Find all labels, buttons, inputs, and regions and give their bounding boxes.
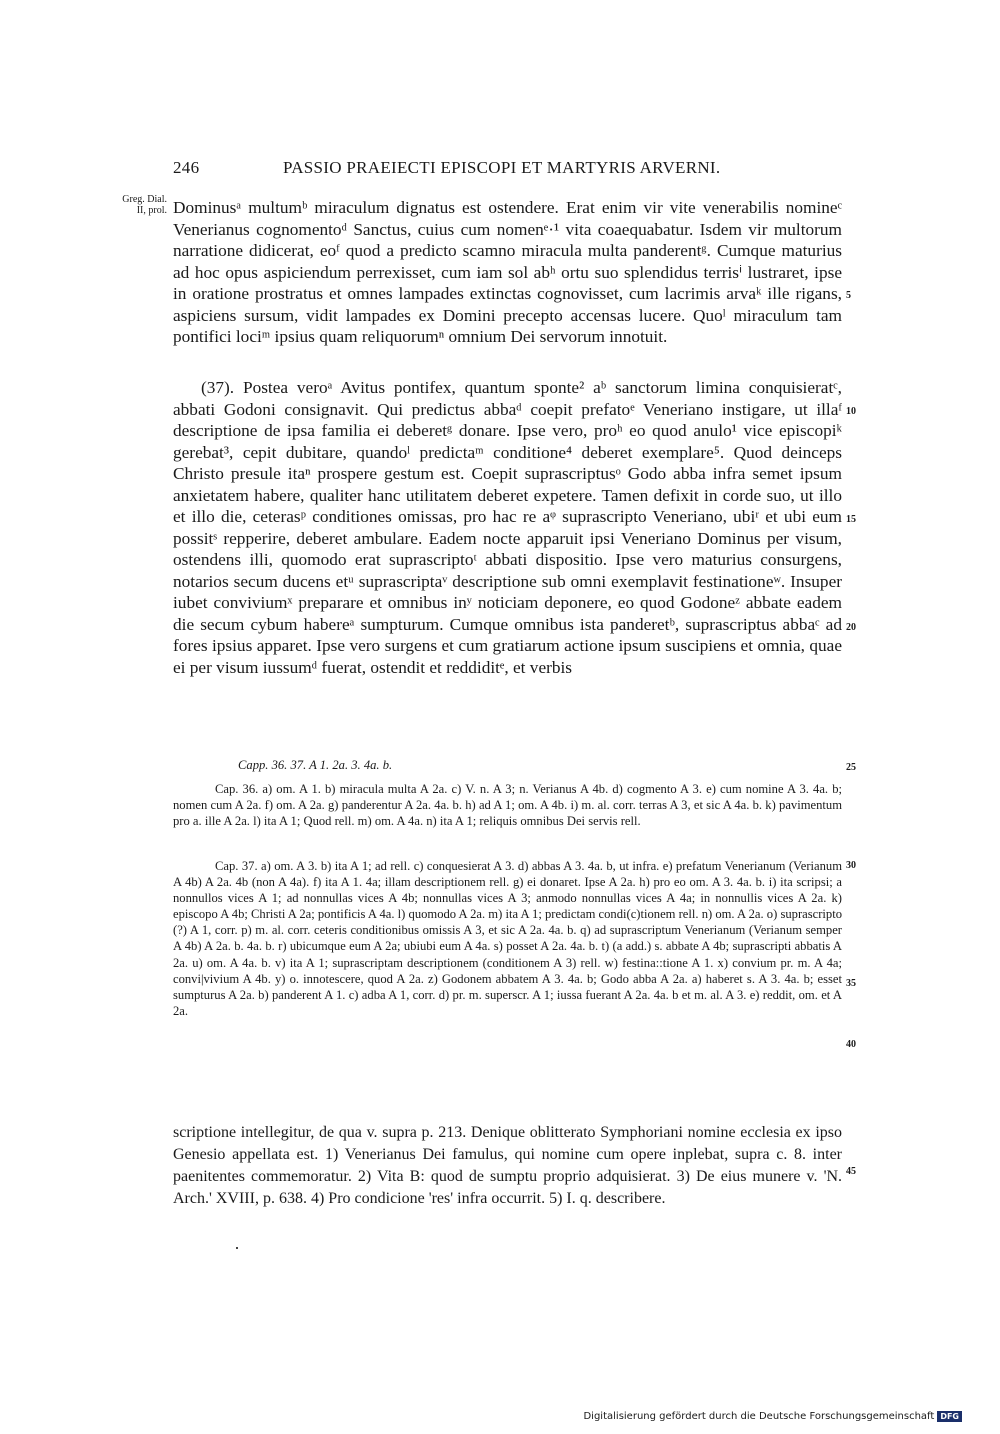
apparatus-cap-37 [173, 858, 842, 1019]
line-number: 15 [846, 514, 856, 525]
apparatus-text: Cap. 36. a) om. A 1. b) miracula multa A 2a. c) V. n. A 3; n. Verianus A 4b. d) cogmento A 3. e) cum nomine A 3. 4a. b; nomen cum A 2a. f) om. A 2a. g) panderentur A 2a. 4a. b. h) ad A 1; om. A 4b. i) m. al. corr. terras A 3, et sic A 4a. b. k) pavimentum pro a. ille A 2a. l) ita A 1; Quod rell. m) om. A 4a. n) ita A 1; reliquis omnibus Dei servis rell. [173, 782, 842, 829]
paragraph-text: (37). Postea veroᵃ Avitus pontifex, quantum sponte² aᵇ sanctorum limina conquisieratᶜ, abbati Godoni consignavit. Qui predictus abbaᵈ coepit prefatoᵉ Veneriano instigare, ut illaᶠ descriptione de ipsa familia ei deberetᵍ donare. Ipse vero, proʰ eo quod anulo¹ vice episcopiᵏ gerebat³, cepit dubitare, quandoˡ predictaᵐ conditione⁴ deberet exemplare⁵. Quod deinceps Christo presule itaⁿ prospere gestum est. Coepit suprascriptusᵒ Godo abba infra semet ipsum anxietatem habere, qualiter hanc utilitatem deberet expetere. Tamen defixit in corde suo, ut illo et illo die, ceterasᵖ conditiones omissas, pro hac re aᵠ suprascripto Veneriano, ubiʳ et ubi eum possitˢ repperire, deberet ambulare. Eadem nocte apparuit ipsi Veneriano Dominus per visum, ostendens illi, quomodo erat suprascriptoᵗ abbati dispositio. Ipse vero maturius consurgens, notarios secum ducens etᵘ suprascriptaᵛ descriptione sub omni exemplavit festinationeʷ. Insuper iubet conviviumˣ preparare et omnibus inʸ noticiam deponere, eo quod Godoneᶻ abbate eadem die secum cybum habereᵃ sumpturum. Cumque omnibus ista panderetᵇ, suprascriptus abbaᶜ ad fores ipsius apparet. Ipse vero surgens et cum gratiarum actione ipsum suscipiens et omnia, quae ei per visum iussumᵈ fuerat, ostendit et reddiditᵉ, et verbis [173, 378, 842, 677]
line-number: 20 [846, 622, 856, 633]
apparatus-cap-36 [173, 781, 842, 829]
dfg-logo: DFG [937, 1411, 962, 1422]
main-text-paragraph-2 [173, 377, 842, 678]
paragraph-text: Dominusᵃ multumᵇ miraculum dignatus est ostendere. Erat enim vir vite venerabilis nomineᶜ Venerianus cognomentoᵈ Sanctus, cuius cum nomenᵉ·¹ vita coaequabatur. Isdem vir multorum narratione didicerat, eoᶠ quod a predicto scamno miracula multa panderentᵍ. Cumque maturius ad hoc opus aspiciendum perrexisset, cum iam sol abʰ ortu suo splendidus terrisⁱ lustraret, ipse in oratione prostratus et omnes lampades extinctas cognovisset, cum lacrimis arvaᵏ ille rigans, aspiciens sursum, vidit lampades ex Domini precepto accensas lucere. Quoˡ miraculum tam pontifici lociᵐ ipsius quam reliquorumⁿ omnium Dei servorum innotuit. [173, 198, 842, 346]
print-mark [236, 1247, 238, 1249]
apparatus-heading [238, 757, 392, 773]
footnotes [173, 1122, 842, 1210]
digitization-credit [583, 1411, 962, 1422]
line-number: 40 [846, 1039, 856, 1050]
credit-text: Digitalisierung gefördert durch die Deutsche Forschungsgemeinschaft [583, 1411, 935, 1422]
line-number: 5 [846, 290, 851, 301]
margin-reference-line: Greg. Dial. [122, 194, 167, 205]
margin-reference-line: II, prol. [136, 205, 167, 216]
line-number: 10 [846, 406, 856, 417]
main-text-paragraph-1 [173, 197, 842, 348]
line-number: 35 [846, 978, 856, 989]
page-number: 246 [173, 158, 200, 177]
line-number: 45 [846, 1166, 856, 1177]
margin-reference [92, 194, 167, 216]
apparatus-heading-text: Capp. 36. 37. A 1. 2a. 3. 4a. b. [238, 758, 393, 772]
running-head: PASSIO PRAEIECTI EPISCOPI ET MARTYRIS ARVERNI. [283, 158, 721, 177]
line-number: 30 [846, 860, 856, 871]
line-number: 25 [846, 762, 856, 773]
apparatus-text: Cap. 37. a) om. A 3. b) ita A 1; ad rell. c) conquesierat A 3. d) abbas A 3. 4a. b, ut infra. e) prefatum Venerianum (Verianum A 4b) A 2a. 4b (non A 4a). f) ita A 1. 4a; illam descriptionem rell. g) ei donaret. Ipse A 2a. h) pro eo om. A 3. 4a. b. i) ita scripsi; a nonnullos vices A 1; ad nonnullas vices A 4b; nonnullas vices A 3; anmodo nonnullas vices A 4a; in nonnullis vices A 2a. k) episcopo A 4b; Christi A 2a; pontificis A 4a. l) quomodo A 2a. m) ita A 1; predictam condi(c)tionem rell. n) om. A 2a. o) suprascripto (?) A 1, corr. p) m. al. corr. ceteris conditionibus omissis A 3, et sic A 2a. 4a. b. q) ad suprascriptum Venerianum (Verianum semper A 4b) A 2a. b. 4a. b. r) ubicumque eum A 2a; ubiubi eum A 4a. s) posset A 2a. 4a. b. t) (a add.) s. abbate A 4b; suprascripti abbatis A 2a. u) om. A 4a. b. v) ita A 1; suprascriptam descriptionem (conditionem A 3) rell. w) festina::tione A 1. x) convium pr. m. A 4a; convi|vivium A 4b. y) o. innotescere, quod A 2a. z) Godonem abbatem A 3. 4a. b; Godo abba A 2a. a) haberet s. A 3. 4a. b; esset sumpturus A 2a. b) panderent A 1. c) adba A 1, corr. d) pr. m. superscr. A 1; iussa fuerant A 2a. 4a. b et m. al. A 3. e) reddit, om. et A 2a. [173, 859, 842, 1018]
footnotes-text: scriptione intellegitur, de qua v. supra p. 213. Denique oblitterato Symphoriani nomine ecclesia ex ipso Genesio appellata est. 1) Venerianus Dei famulus, qui nomine cum opere inplebat, supra c. 8. inter paenitentes commemoratur. 2) Vita B: quod de sumptu proprio adquisierat. 3) De eius munere v. 'N. Arch.' XVIII, p. 638. 4) Pro condicione 'res' infra occurrit. 5) I. q. describere. [173, 1124, 842, 1207]
